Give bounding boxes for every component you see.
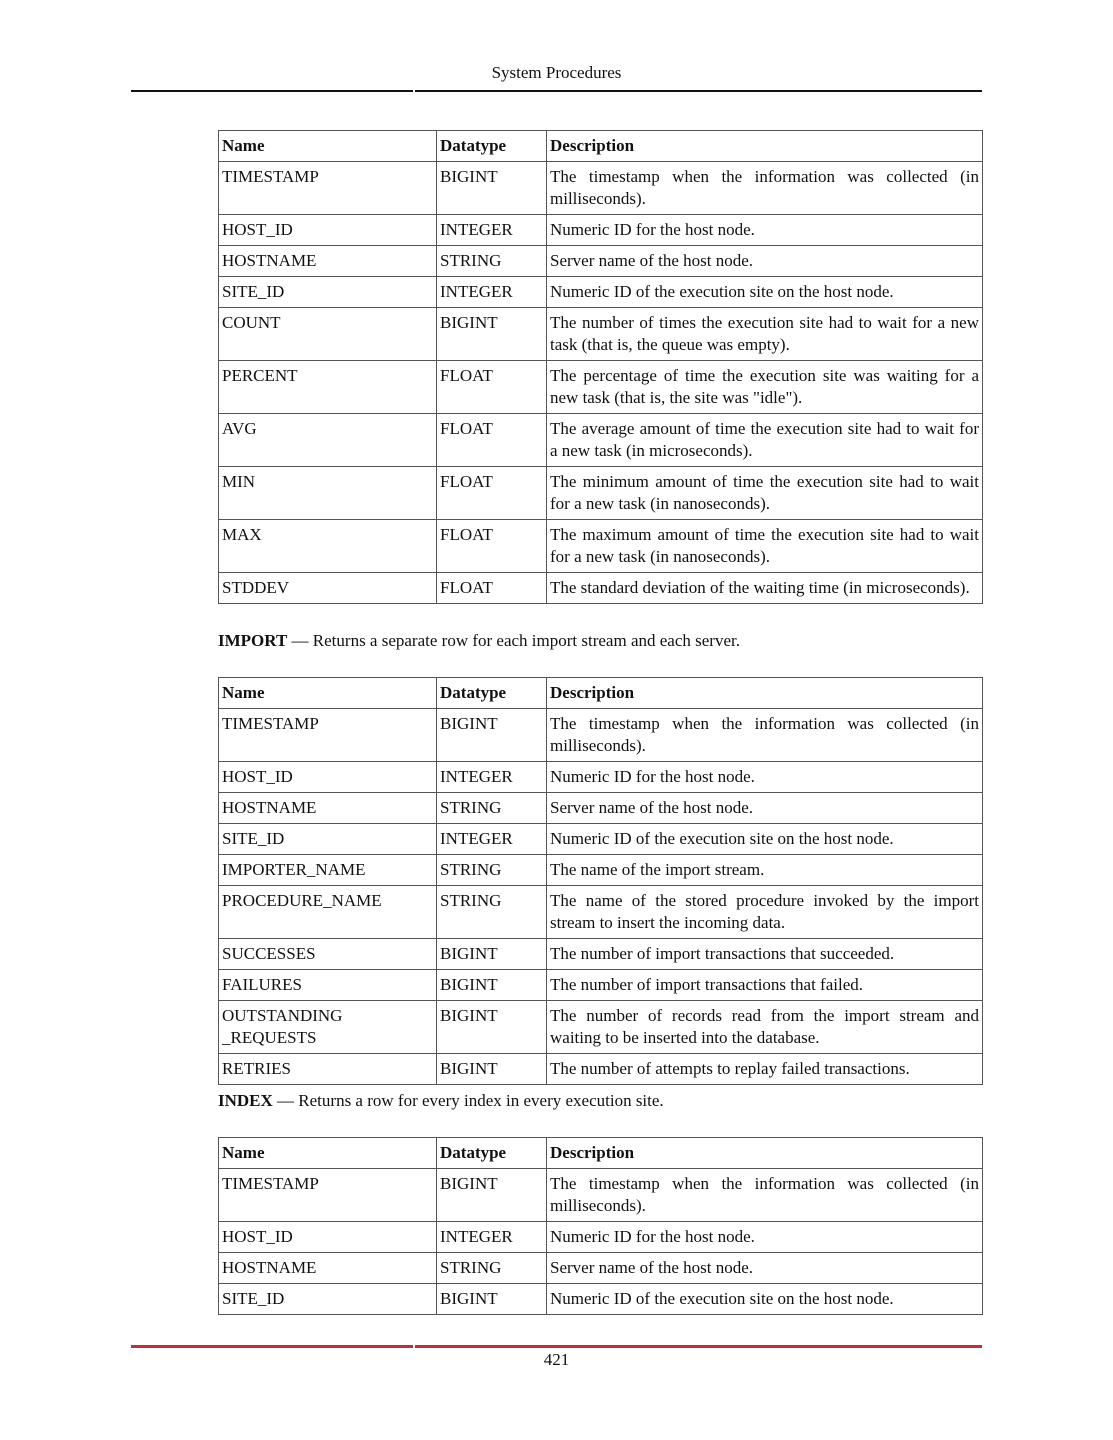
table-row: [219, 246, 983, 277]
cell-description: The minimum amount of time the execution site had to wait for a new task (in nanoseconds).: [547, 467, 983, 520]
cell-description: Numeric ID for the host node.: [547, 1222, 983, 1253]
table-row: [219, 520, 983, 573]
cell-name: RETRIES: [219, 1054, 437, 1085]
cell-name: HOSTNAME: [219, 1253, 437, 1284]
cell-description: The number of import transactions that succeeded.: [547, 939, 983, 970]
table-header-row: [219, 678, 983, 709]
page-number: 421: [543, 1350, 570, 1369]
cell-datatype: BIGINT: [437, 709, 547, 762]
cell-datatype: BIGINT: [437, 939, 547, 970]
index-intro: [218, 1090, 664, 1112]
cell-datatype: STRING: [437, 1253, 547, 1284]
table-row: [219, 793, 983, 824]
table-row: [219, 1222, 983, 1253]
table-row: [219, 886, 983, 939]
table-row: [219, 467, 983, 520]
cell-datatype: BIGINT: [437, 1054, 547, 1085]
cell-datatype: INTEGER: [437, 762, 547, 793]
column-header-name: Name: [219, 1138, 437, 1169]
cell-description: The number of import transactions that failed.: [547, 970, 983, 1001]
cell-datatype: INTEGER: [437, 215, 547, 246]
cell-datatype: STRING: [437, 793, 547, 824]
import-description: — Returns a separate row for each import stream and each server.: [287, 631, 740, 650]
table-row: [219, 277, 983, 308]
footer-rule: [131, 1345, 982, 1348]
column-header-datatype: Datatype: [437, 678, 547, 709]
cell-description: Server name of the host node.: [547, 1253, 983, 1284]
cell-datatype: BIGINT: [437, 1169, 547, 1222]
cell-datatype: STRING: [437, 246, 547, 277]
cell-datatype: FLOAT: [437, 467, 547, 520]
cell-description: Server name of the host node.: [547, 793, 983, 824]
cell-datatype: BIGINT: [437, 162, 547, 215]
cell-description: The number of attempts to replay failed transactions.: [547, 1054, 983, 1085]
table-header-row: [219, 1138, 983, 1169]
table-row: [219, 162, 983, 215]
column-header-name: Name: [219, 678, 437, 709]
cell-datatype: INTEGER: [437, 1222, 547, 1253]
cell-datatype: STRING: [437, 886, 547, 939]
table-row: [219, 1169, 983, 1222]
table-index: [218, 1137, 983, 1315]
cell-name: SITE_ID: [219, 824, 437, 855]
cell-description: The timestamp when the information was collected (in milliseconds).: [547, 709, 983, 762]
table-row: [219, 414, 983, 467]
table-row: [219, 762, 983, 793]
table-waits: [218, 130, 983, 604]
column-header-description: Description: [547, 678, 983, 709]
table-import: [218, 677, 983, 1085]
table-row: [219, 1284, 983, 1315]
cell-description: The name of the stored procedure invoked by the import stream to insert the incoming data.: [547, 886, 983, 939]
running-header: System Procedures: [491, 63, 622, 82]
cell-description: The number of times the execution site had to wait for a new task (that is, the queue was empty).: [547, 308, 983, 361]
column-header-datatype: Datatype: [437, 1138, 547, 1169]
cell-datatype: INTEGER: [437, 824, 547, 855]
cell-name: FAILURES: [219, 970, 437, 1001]
cell-datatype: FLOAT: [437, 414, 547, 467]
cell-name: TIMESTAMP: [219, 162, 437, 215]
cell-name: PROCEDURE_NAME: [219, 886, 437, 939]
cell-description: Server name of the host node.: [547, 246, 983, 277]
cell-description: Numeric ID of the execution site on the host node.: [547, 277, 983, 308]
cell-description: Numeric ID for the host node.: [547, 762, 983, 793]
cell-name: HOSTNAME: [219, 246, 437, 277]
column-header-name: Name: [219, 131, 437, 162]
cell-description: The maximum amount of time the execution site had to wait for a new task (in nanoseconds).: [547, 520, 983, 573]
table-row: [219, 1001, 983, 1054]
cell-name: PERCENT: [219, 361, 437, 414]
cell-name: SITE_ID: [219, 1284, 437, 1315]
cell-description: The timestamp when the information was collected (in milliseconds).: [547, 1169, 983, 1222]
cell-name: IMPORTER_NAME: [219, 855, 437, 886]
cell-datatype: BIGINT: [437, 308, 547, 361]
cell-description: The percentage of time the execution site was waiting for a new task (that is, the site was "idle").: [547, 361, 983, 414]
cell-description: Numeric ID of the execution site on the host node.: [547, 824, 983, 855]
cell-datatype: FLOAT: [437, 361, 547, 414]
cell-datatype: BIGINT: [437, 970, 547, 1001]
table-header-row: [219, 131, 983, 162]
table-row: [219, 709, 983, 762]
cell-name: STDDEV: [219, 573, 437, 604]
column-header-description: Description: [547, 131, 983, 162]
table-row: [219, 855, 983, 886]
cell-datatype: INTEGER: [437, 277, 547, 308]
index-description: — Returns a row for every index in every execution site.: [272, 1091, 664, 1110]
table-row: [219, 939, 983, 970]
cell-description: The timestamp when the information was collected (in milliseconds).: [547, 162, 983, 215]
cell-name: HOST_ID: [219, 1222, 437, 1253]
import-intro: [218, 630, 740, 652]
table-row: [219, 308, 983, 361]
header-rule: [131, 90, 982, 92]
cell-datatype: BIGINT: [437, 1284, 547, 1315]
cell-name: TIMESTAMP: [219, 1169, 437, 1222]
import-keyword: IMPORT: [218, 631, 288, 650]
cell-description: Numeric ID of the execution site on the host node.: [547, 1284, 983, 1315]
cell-name: SITE_ID: [219, 277, 437, 308]
cell-datatype: FLOAT: [437, 520, 547, 573]
cell-description: The number of records read from the import stream and waiting to be inserted into the database.: [547, 1001, 983, 1054]
table-row: [219, 361, 983, 414]
cell-name: AVG: [219, 414, 437, 467]
cell-description: Numeric ID for the host node.: [547, 215, 983, 246]
table-row: [219, 215, 983, 246]
table-row: [219, 824, 983, 855]
cell-name: COUNT: [219, 308, 437, 361]
cell-datatype: FLOAT: [437, 573, 547, 604]
column-header-datatype: Datatype: [437, 131, 547, 162]
cell-name: TIMESTAMP: [219, 709, 437, 762]
table-row: [219, 573, 983, 604]
cell-name: HOST_ID: [219, 215, 437, 246]
cell-description: The standard deviation of the waiting time (in microseconds).: [547, 573, 983, 604]
cell-datatype: STRING: [437, 855, 547, 886]
cell-name: MIN: [219, 467, 437, 520]
cell-name: SUCCESSES: [219, 939, 437, 970]
cell-name: HOST_ID: [219, 762, 437, 793]
cell-description: The name of the import stream.: [547, 855, 983, 886]
cell-name: MAX: [219, 520, 437, 573]
table-row: [219, 1253, 983, 1284]
table-row: [219, 970, 983, 1001]
cell-name: HOSTNAME: [219, 793, 437, 824]
cell-description: The average amount of time the execution site had to wait for a new task (in microseconds).: [547, 414, 983, 467]
index-keyword: INDEX: [218, 1091, 273, 1110]
column-header-description: Description: [547, 1138, 983, 1169]
table-row: [219, 1054, 983, 1085]
cell-datatype: BIGINT: [437, 1001, 547, 1054]
cell-name: OUTSTANDING _REQUESTS: [219, 1001, 437, 1054]
